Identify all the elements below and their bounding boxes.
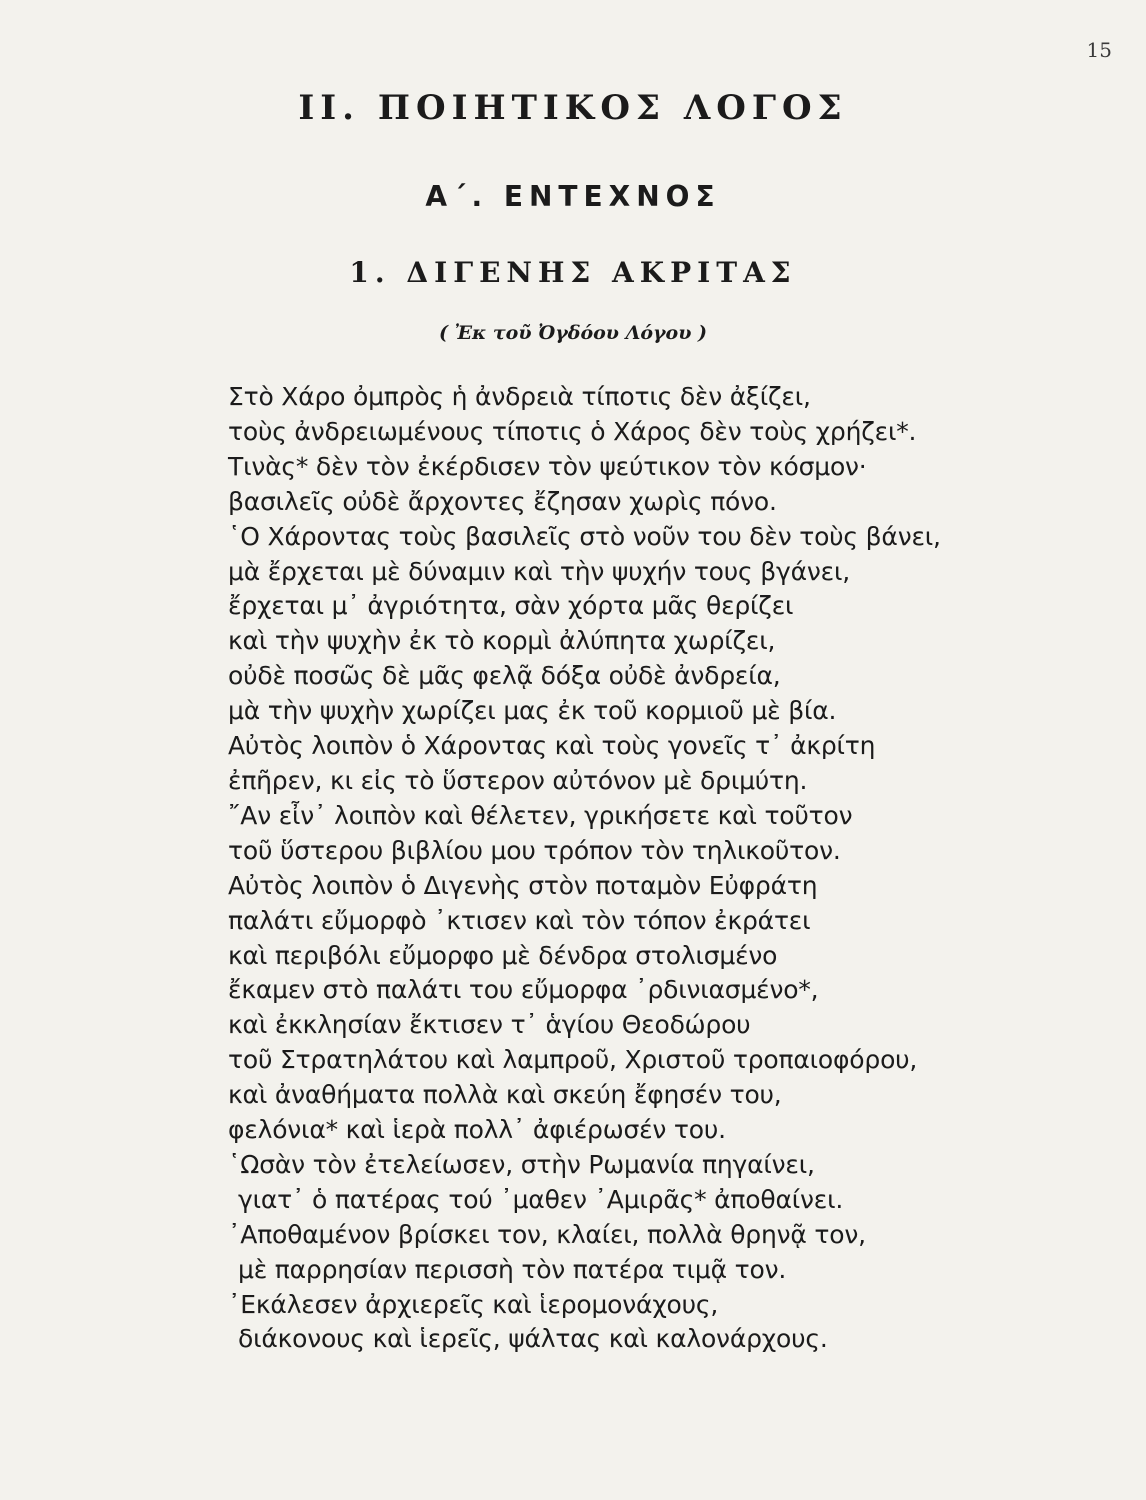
poem-line: καὶ περιβόλι εὔμορφο μὲ δένδρα στολισμένο <box>228 940 778 970</box>
poem-line: βασιλεῖς οὐδὲ ἄρχοντες ἔζησαν χωρὶς πόνο. <box>228 486 777 516</box>
poem-line: ᾿Αποθαμένον βρίσκει τον, κλαίει, πολλὰ θρηνᾷ τον, <box>228 1219 866 1249</box>
poem-line: τοὺς ἀνδρειωμένους τίποτις ὁ Χάρος δὲν τοὺς χρήζει*. <box>228 416 917 446</box>
poem-line: Αὐτὸς λοιπὸν ὁ Χάροντας καὶ τοὺς γονεῖς τ᾿ ἀκρίτη <box>228 731 876 761</box>
poem-line: Στὸ Χάρο ὀμπρὸς ἡ ἀνδρειὰ τίποτις δὲν ἀξίζει, <box>228 382 811 411</box>
poem-line: ἔρχεται μ᾿ ἀγριότητα, σὰν χόρτα μᾶς θερίζει <box>228 591 794 621</box>
section-title: ΙΙ. ΠΟΙΗΤΙΚΟΣ ΛΟΓΟΣ <box>298 88 848 128</box>
poem-line: παλάτι εὔμορφὸ ᾿κτισεν καὶ τὸν τόπον ἐκράτει <box>228 905 811 935</box>
poem-body <box>228 380 1108 1357</box>
poem-line: ἔκαμεν στὸ παλάτι του εὔμορφα ᾿ρδινιασμένο*, <box>228 975 819 1005</box>
poem-line: ᾿Εκάλεσεν ἀρχιερεῖς καὶ ἱερομονάχους, <box>228 1289 719 1319</box>
poem-source: ( Ἐκ τοῦ Ὀγδόου Λόγου ) <box>438 322 708 344</box>
poem-line: μὲ παρρησίαν περισσὴ τὸν πατέρα τιμᾷ τον. <box>238 1254 787 1284</box>
poem-line: φελόνια* καὶ ἱερὰ πολλ᾿ ἀφιέρωσέν του. <box>228 1115 726 1145</box>
poem-line: ῾Ωσὰν τὸν ἐτελείωσεν, στὴν Ρωμανία πηγαίνει, <box>228 1149 815 1179</box>
poem-line: ῾Ο Χάροντας τοὺς βασιλεῖς στὸ νοῦν του δὲν τοὺς βάνει, <box>228 521 941 551</box>
poem-line: ἐπῆρεν, κι εἰς τὸ ὕστερον αὐτόνον μὲ δριμύτη. <box>228 765 808 795</box>
poem-title: 1. ΔΙΓΕΝΗΣ ΑΚΡΙΤΑΣ <box>349 256 797 289</box>
poem-line: μὰ ἔρχεται μὲ δύναμιν καὶ τὴν ψυχήν τους βγάνει, <box>228 556 850 586</box>
poem-line: ῎Αν εἶν᾿ λοιπὸν καὶ θέλετεν, γρικήσετε καὶ τοῦτον <box>228 800 853 830</box>
page-number: 15 <box>1086 38 1112 62</box>
poem-line: Τινὰς* δὲν τὸν ἐκέρδισεν τὸν ψεύτικον τὸν κόσμον· <box>228 451 867 481</box>
poem-line: μὰ τὴν ψυχὴν χωρίζει μας ἐκ τοῦ κορμιοῦ μὲ βία. <box>228 696 837 726</box>
poem-line: Αὐτὸς λοιπὸν ὁ Διγενὴς στὸν ποταμὸν Εὐφράτη <box>228 870 818 900</box>
poem-line: καὶ ἀναθήματα πολλὰ καὶ σκεύη ἔφησέν του, <box>228 1080 782 1110</box>
poem-line: γιατ᾿ ὁ πατέρας τού ᾿μαθεν ᾿Αμιρᾶς* ἀποθαίνει. <box>238 1184 844 1214</box>
poem-line: διάκονους καὶ ἱερεῖς, ψάλτας καὶ καλονάρχους. <box>238 1324 828 1354</box>
poem-line: τοῦ ὕστερου βιβλίου μου τρόπον τὸν τηλικοῦτον. <box>228 835 841 865</box>
poem-line: τοῦ Στρατηλάτου καὶ λαμπροῦ, Χριστοῦ τροπαιοφόρου, <box>228 1045 918 1075</box>
poem-line: καὶ τὴν ψυχὴν ἐκ τὸ κορμὶ ἀλύπητα χωρίζει, <box>228 626 776 656</box>
poem-line: καὶ ἐκκλησίαν ἔκτισεν τ᾿ ἁγίου Θεοδώρου <box>228 1010 751 1040</box>
poem-line: οὐδὲ ποσῶς δὲ μᾶς φελᾷ δόξα οὐδὲ ἀνδρεία, <box>228 661 781 691</box>
subsection-title: Α΄. ΕΝΤΕΧΝΟΣ <box>425 180 721 213</box>
